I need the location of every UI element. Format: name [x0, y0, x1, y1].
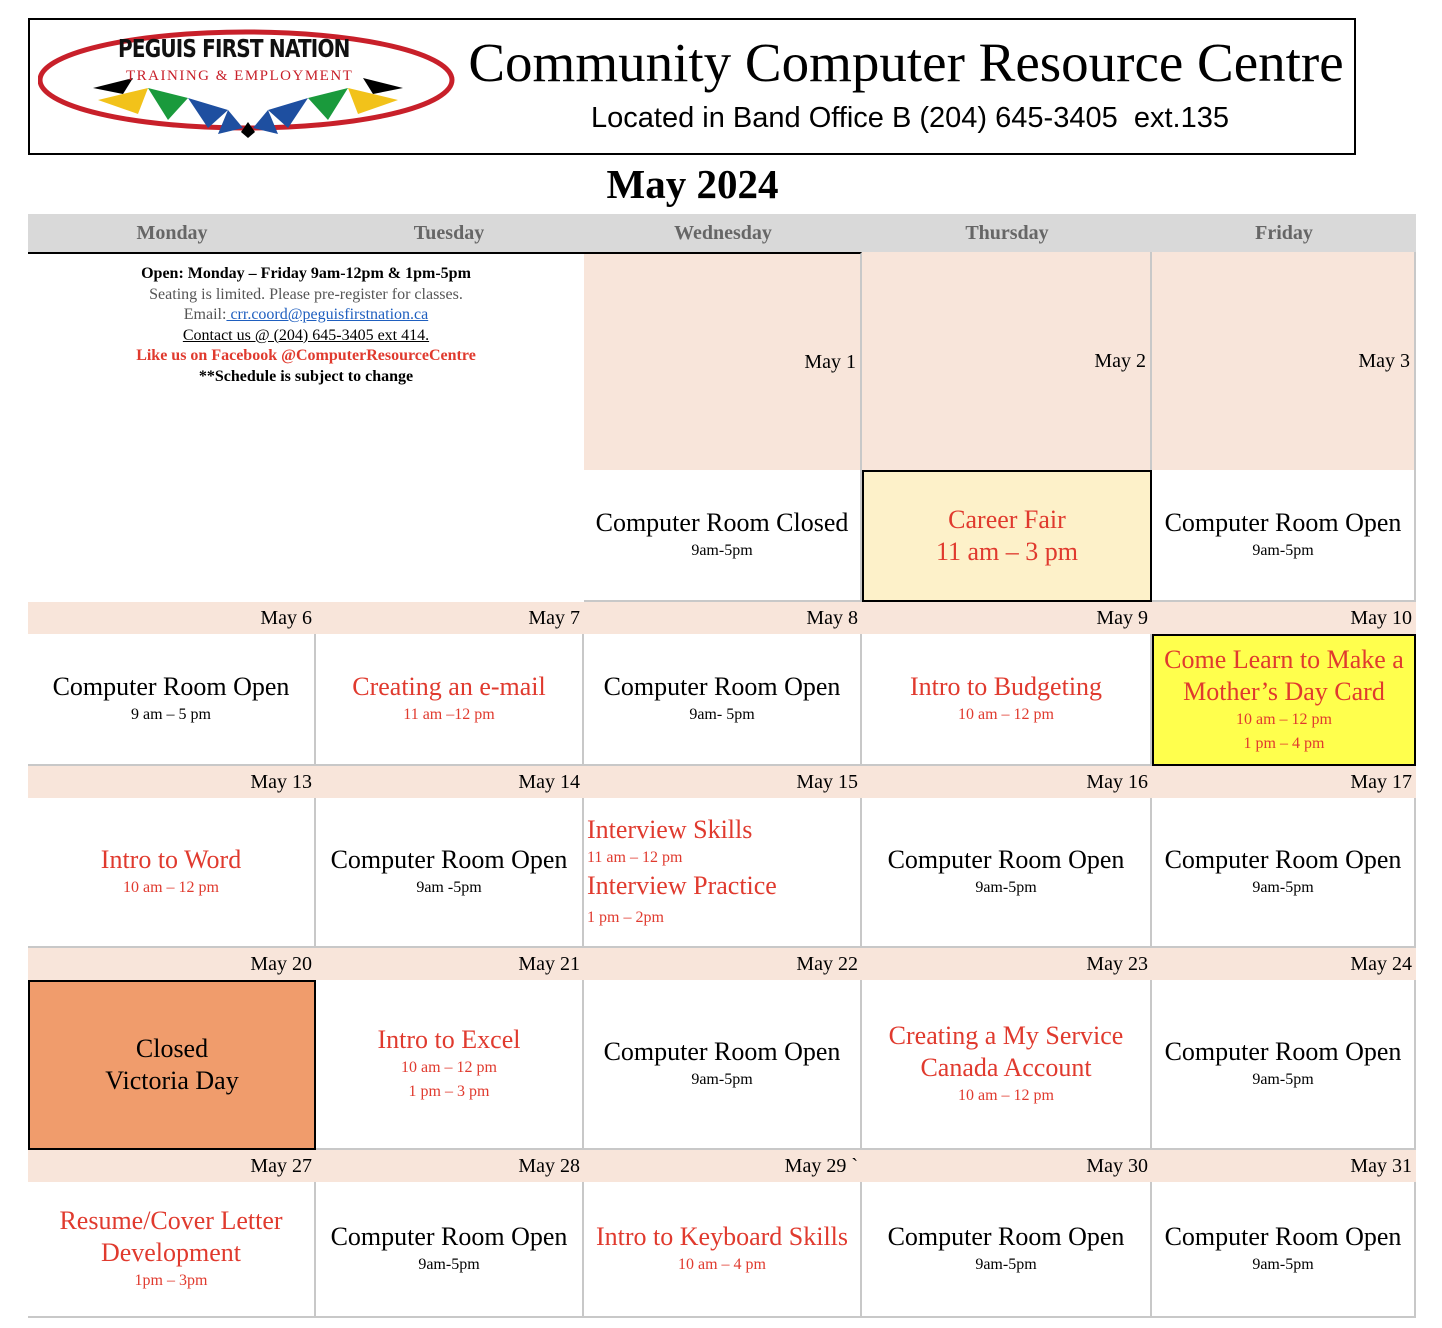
day-28-title: Computer Room Open: [330, 1222, 568, 1251]
schedule-note: **Schedule is subject to change: [198, 367, 414, 385]
day-22-title: Computer Room Open: [603, 1037, 841, 1066]
day-17-date: May 17: [1152, 766, 1416, 798]
logo-text-2: TRAINING & EMPLOYMENT: [126, 68, 354, 84]
day-1-time-1: 9am-5pm: [691, 542, 753, 559]
day-24-time-1: 9am-5pm: [1252, 1071, 1314, 1088]
weekday-header: [28, 214, 1416, 252]
day-31-time-1: 9am-5pm: [1252, 1256, 1314, 1273]
day-16-date: May 16: [862, 766, 1152, 798]
day-16-time-1: 9am-5pm: [975, 879, 1037, 896]
day-7-title: Creating an e-mail: [352, 672, 546, 701]
day-20-cell[interactable]: [28, 980, 316, 1150]
day-7-time-1: 11 am –12 pm: [403, 706, 495, 723]
day-23-cell[interactable]: [862, 980, 1152, 1150]
peguis-logo: [38, 28, 458, 150]
day-14-title: Computer Room Open: [330, 845, 568, 874]
weekday-thursday: Thursday: [965, 222, 1049, 244]
day-17-time-1: 9am-5pm: [1252, 879, 1314, 896]
day-30-date: May 30: [862, 1150, 1152, 1182]
day-23-date: May 23: [862, 948, 1152, 980]
day-20-title: Closed: [135, 1034, 209, 1063]
centre-title: Community Computer Resource Centre: [468, 32, 1344, 93]
day-28-cell[interactable]: [316, 1182, 584, 1318]
email-link[interactable]: crr.coord@peguisfirstnation.ca: [226, 306, 429, 323]
email-label: Email:: [183, 306, 227, 323]
day-8-cell[interactable]: [584, 634, 862, 766]
month-title: May 2024: [606, 161, 779, 207]
centre-subtitle: Located in Band Office B (204) 645-3405 ext.135: [591, 102, 1229, 134]
day-27-time-1: 1pm – 3pm: [134, 1272, 208, 1289]
day-21-date: May 21: [316, 948, 584, 980]
day-3-title: Computer Room Open: [1164, 508, 1402, 537]
day-3-cell[interactable]: [1152, 470, 1416, 602]
day-21-time-1: 10 am – 12 pm: [401, 1059, 497, 1076]
hours-text: Open: Monday – Friday 9am-12pm & 1pm-5pm: [141, 265, 471, 282]
day-10-title-2: Mother’s Day Card: [1183, 677, 1385, 706]
day-27-cell[interactable]: [28, 1182, 316, 1318]
day-16-cell[interactable]: [862, 798, 1152, 948]
day-22-date: May 22: [584, 948, 862, 980]
day-3-time-1: 9am-5pm: [1252, 542, 1314, 559]
day-24-date: May 24: [1152, 948, 1416, 980]
day-23-title-2: Canada Account: [920, 1053, 1092, 1082]
day-7-cell[interactable]: [316, 634, 584, 766]
day-16-title: Computer Room Open: [887, 845, 1125, 874]
day-10-cell[interactable]: [1152, 634, 1416, 766]
day-28-time-1: 9am-5pm: [418, 1256, 480, 1273]
day-23-time-1: 10 am – 12 pm: [958, 1087, 1054, 1104]
day-7-date: May 7: [316, 602, 584, 634]
day-15-title: Interview Skills: [587, 815, 753, 844]
seating-text: Seating is limited. Please pre-register for classes.: [149, 285, 463, 303]
day-21-title: Intro to Excel: [377, 1025, 521, 1054]
day-8-time-1: 9am- 5pm: [689, 706, 755, 723]
day-6-date: May 6: [28, 602, 316, 634]
logo-text-1: PEGUIS FIRST NATION: [118, 34, 350, 63]
weekday-monday: Monday: [136, 222, 208, 244]
day-29-date: May 29 `: [584, 1150, 862, 1182]
day-21-cell[interactable]: [316, 980, 584, 1150]
day-23-title: Creating a My Service: [888, 1021, 1124, 1050]
day-24-cell[interactable]: [1152, 980, 1416, 1150]
day-17-cell[interactable]: [1152, 798, 1416, 948]
facebook-text: Like us on Facebook @ComputerResourceCentre: [136, 347, 476, 364]
day-20-date: May 20: [28, 948, 316, 980]
day-2-date: May 2: [862, 252, 1152, 470]
day-31-cell[interactable]: [1152, 1182, 1416, 1318]
day-10-date: May 10: [1152, 602, 1416, 634]
day-15-time2-1: 1 pm – 2pm: [587, 909, 664, 926]
day-30-cell[interactable]: [862, 1182, 1152, 1318]
day-13-date: May 13: [28, 766, 316, 798]
contact-text: Contact us @ (204) 645-3405 ext 414.: [182, 326, 430, 344]
header-box: [28, 18, 1356, 155]
day-10-time-2: 1 pm – 4 pm: [1243, 735, 1325, 752]
day-31-date: May 31: [1152, 1150, 1416, 1182]
day-15-date: May 15: [584, 766, 862, 798]
day-27-title: Resume/Cover Letter: [59, 1206, 283, 1235]
day-2-title: Career Fair: [948, 505, 1066, 534]
day-14-time-1: 9am -5pm: [416, 879, 482, 896]
day-31-title: Computer Room Open: [1164, 1222, 1402, 1251]
day-28-date: May 28: [316, 1150, 584, 1182]
day-27-date: May 27: [28, 1150, 316, 1182]
day-2-cell[interactable]: [862, 470, 1152, 602]
info-box: [28, 252, 584, 602]
day-10-title: Come Learn to Make a: [1164, 645, 1404, 674]
day-29-title: Intro to Keyboard Skills: [595, 1222, 849, 1251]
day-2-title-2: 11 am – 3 pm: [935, 537, 1079, 566]
weekday-wednesday: Wednesday: [674, 222, 772, 244]
day-15-time-1: 11 am – 12 pm: [587, 849, 683, 866]
day-13-time-1: 10 am – 12 pm: [123, 879, 219, 896]
day-20-title-2: Victoria Day: [105, 1066, 239, 1095]
day-6-title: Computer Room Open: [52, 672, 290, 701]
day-8-date: May 8: [584, 602, 862, 634]
day-9-date: May 9: [862, 602, 1152, 634]
day-30-title: Computer Room Open: [887, 1222, 1125, 1251]
day-27-title-2: Development: [100, 1238, 242, 1267]
day-1-date: May 1: [584, 252, 862, 470]
day-15-title-2: Interview Practice: [587, 871, 777, 900]
day-15-cell[interactable]: [584, 798, 862, 948]
day-29-cell[interactable]: [584, 1182, 862, 1318]
day-9-cell[interactable]: [862, 634, 1152, 766]
day-8-title: Computer Room Open: [603, 672, 841, 701]
day-14-cell[interactable]: [316, 798, 584, 948]
day-13-title: Intro to Word: [100, 845, 242, 874]
day-30-time-1: 9am-5pm: [975, 1256, 1037, 1273]
day-24-title: Computer Room Open: [1164, 1037, 1402, 1066]
day-3-date: May 3: [1152, 252, 1416, 470]
day-9-title: Intro to Budgeting: [909, 672, 1103, 701]
day-14-date: May 14: [316, 766, 584, 798]
day-1-cell[interactable]: [584, 470, 862, 602]
day-13-cell[interactable]: [28, 798, 316, 948]
day-29-time-1: 10 am – 4 pm: [678, 1256, 766, 1273]
day-1-title: Computer Room Closed: [595, 508, 849, 537]
day-6-cell[interactable]: [28, 634, 316, 766]
day-6-time-1: 9 am – 5 pm: [131, 706, 211, 723]
email-line: [28, 305, 584, 326]
day-10-time-1: 10 am – 12 pm: [1236, 711, 1332, 728]
day-22-time-1: 9am-5pm: [691, 1071, 753, 1088]
day-9-time-1: 10 am – 12 pm: [958, 706, 1054, 723]
weekday-tuesday: Tuesday: [413, 222, 485, 244]
day-22-cell[interactable]: [584, 980, 862, 1150]
day-17-title: Computer Room Open: [1164, 845, 1402, 874]
day-21-time-2: 1 pm – 3 pm: [408, 1083, 490, 1100]
weekday-friday: Friday: [1255, 222, 1313, 244]
